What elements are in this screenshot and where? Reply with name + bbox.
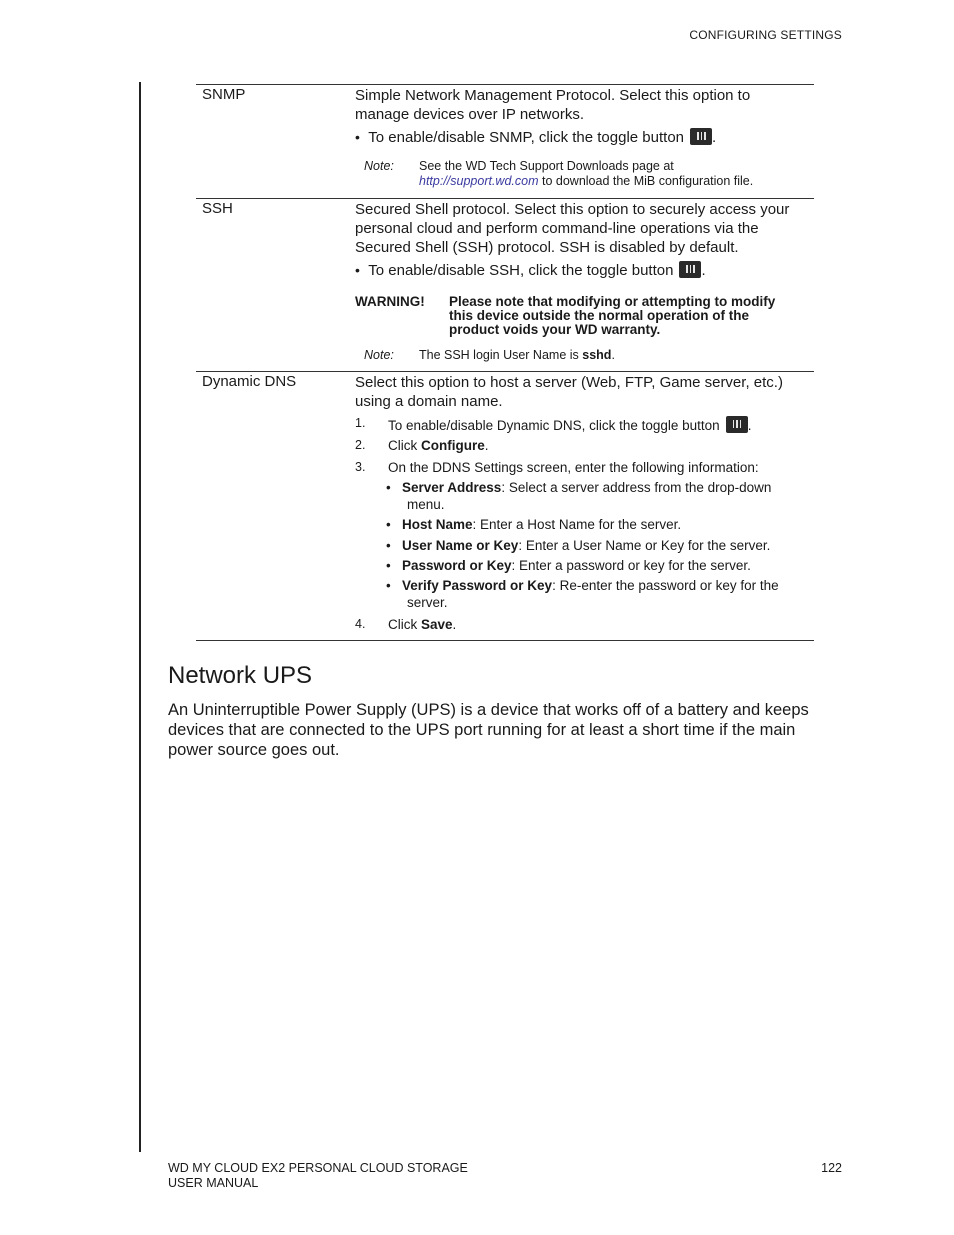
ddns-label: Dynamic DNS [202,373,297,390]
bullet-icon: • [386,578,391,593]
section-heading: Network UPS [168,662,313,689]
step-4-text: Click [388,617,421,632]
table-bottom-rule [196,640,814,641]
bullet-icon: • [386,480,391,495]
footer-line: WD MY CLOUD EX2 PERSONAL CLOUD STORAGE [168,1161,468,1175]
field-name: Verify Password or Key [402,578,553,593]
warning-line: Please note that modifying or attempting to modify [449,294,776,309]
bullet-icon: • [386,538,391,553]
bullet-icon: • [355,262,360,278]
field-name: Host Name [402,517,473,532]
save-term: Save [421,617,453,632]
field-desc: : Enter a Host Name for the server. [472,517,682,532]
bullet-icon: • [386,517,391,532]
toggle-button-icon[interactable] [726,416,748,433]
ddns-desc-line: using a domain name. [355,393,503,410]
field-item [386,480,796,495]
support-link[interactable]: http://support.wd.com [419,174,539,188]
snmp-desc-line: manage devices over IP networks. [355,106,585,123]
step-text: To enable/disable Dynamic DNS, click the toggle button . [388,418,752,433]
step-number: 4. [355,617,366,631]
field-desc: : Enter a password or key for the server. [511,558,751,573]
footer-line: USER MANUAL [168,1176,259,1190]
ssh-desc-line: Secured Shell protocol. Select this option to securely access your [355,201,790,218]
warning-line: product voids your WD warranty. [449,322,661,337]
note-text: The SSH login User Name is [419,348,583,362]
note-text: See the WD Tech Support Downloads page at [419,159,674,173]
field-desc-continued: server. [407,595,448,610]
field-name: Password or Key [402,558,512,573]
step-1-text: To enable/disable Dynamic DNS, click the toggle button [388,418,720,433]
step-3-text: On the DDNS Settings screen, enter the following information: [388,460,759,475]
ddns-description [355,373,783,411]
step-text: Click Save. [388,617,457,632]
toggle-button-icon[interactable] [690,128,712,145]
ssh-username: sshd [582,348,612,362]
row-divider [196,198,814,199]
warning-text [449,295,775,337]
row-divider [196,371,814,372]
section-paragraph [168,700,828,760]
table-top-rule [196,84,814,85]
bullet-icon: • [386,558,391,573]
warning-line: this device outside the normal operation of the [449,308,750,323]
margin-rule [139,82,141,1152]
ssh-description [355,200,789,257]
field-item [386,578,806,593]
field-item [386,558,751,573]
note-label: Note: [364,348,394,362]
field-item [386,538,770,553]
note-text: to download the MiB configuration file. [538,174,754,188]
snmp-label: SNMP [202,86,246,103]
field-desc: : Re-enter the password or key for the [552,578,779,593]
step-text: Click Configure. [388,438,489,453]
snmp-bullet-text: To enable/disable SNMP, click the toggle button [368,129,685,146]
footer-title [168,1161,468,1191]
page-number: 122 [821,1161,842,1175]
paragraph-line: devices that are connected to the UPS port running for at least a short time if the main [168,721,796,739]
ssh-bullet: • To enable/disable SSH, click the toggle button . [355,262,706,279]
snmp-note [419,159,753,189]
ssh-label: SSH [202,200,233,217]
step-number: 1. [355,416,366,430]
configure-term: Configure [421,438,485,453]
field-name: User Name or Key [402,538,519,553]
step-number: 3. [355,460,366,474]
note-label: Note: [364,159,394,173]
ssh-desc-line: Secured Shell (SSH) protocol. SSH is disabled by default. [355,239,739,256]
step-number: 2. [355,438,366,452]
snmp-desc-line: Simple Network Management Protocol. Select this option to [355,87,751,104]
snmp-description [355,86,750,124]
toggle-button-icon[interactable] [679,261,701,278]
paragraph-line: power source goes out. [168,741,340,759]
warning-label: WARNING! [355,294,425,309]
field-item [386,517,681,532]
ssh-desc-line: personal cloud and perform command-line operations via the [355,220,759,237]
step-2-text: Click [388,438,421,453]
bullet-icon: • [355,129,360,145]
field-desc-continued: menu. [407,497,445,512]
field-desc: : Enter a User Name or Key for the server. [518,538,771,553]
paragraph-line: An Uninterruptible Power Supply (UPS) is a device that works off of a battery and keeps [168,701,809,719]
field-desc: : Select a server address from the drop-down [501,480,772,495]
ssh-bullet-text: To enable/disable SSH, click the toggle button [368,262,674,279]
snmp-bullet: • To enable/disable SNMP, click the toggle button . [355,129,717,146]
ssh-note: The SSH login User Name is sshd. [419,348,615,362]
running-header: CONFIGURING SETTINGS [689,28,842,42]
field-name: Server Address [402,480,502,495]
ddns-desc-line: Select this option to host a server (Web, FTP, Game server, etc.) [355,374,783,391]
